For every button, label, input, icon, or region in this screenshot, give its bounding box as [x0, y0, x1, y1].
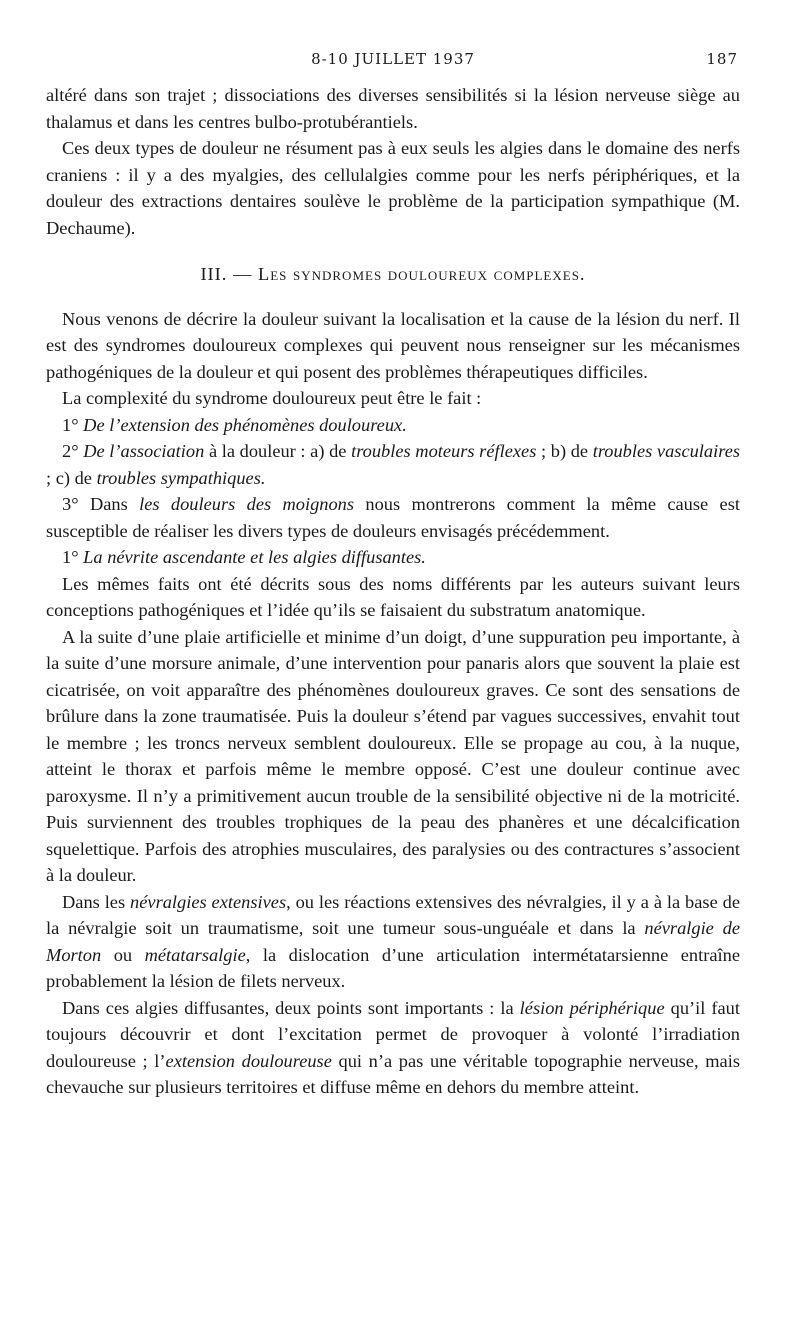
list-item-2: [46, 438, 740, 491]
paragraph-7: [46, 889, 740, 995]
text-run: , la dislocation d’une articulation intermétatarsienne entraîne probablement la lésion de filets nerveux.: [46, 944, 740, 991]
text-run: Dans: [89, 494, 128, 514]
emphasis-text: métatarsalgie: [144, 944, 246, 965]
emphasis-text: troubles vasculaires: [592, 441, 741, 461]
text-run: , ou les réactions extensives des névralgies, il y a à la base de la névralgie soit un traumatisme, soit une tumeur sous-unguéale et dans la: [46, 891, 741, 938]
body-text: [46, 82, 740, 1101]
paragraph-2: Ces deux types de douleur ne résument pas à eux seuls les algies dans le domaine des nerfs craniens : il y a des myalgies, des cellulalgies comme pour les nerfs périphériques, et la douleur des extractions dentaires soulève le problème de la participation sympathique (M. Dechaume).: [46, 138, 740, 238]
emphasis-text: névralgie de Morton: [46, 918, 740, 965]
page-header: [48, 50, 738, 74]
page-number: 187: [706, 50, 738, 68]
emphasis-text: La névrite ascendante et les algies diffusantes.: [83, 547, 426, 567]
text-run: à la douleur : a) de: [208, 441, 347, 461]
emphasis-text: les douleurs des moignons: [139, 494, 355, 514]
text-run: qu’il faut toujours découvrir et dont l’excitation permet de provoquer à volonté l’irradiation douloureuse ; l’: [46, 997, 740, 1071]
paragraph-4: La complexité du syndrome douloureux peut être le fait :: [62, 388, 482, 408]
paragraph-8: [46, 995, 740, 1101]
text-run: Dans ces algies diffusantes, deux points sont importants : la: [62, 997, 514, 1018]
emphasis-text: troubles sympathiques.: [96, 467, 266, 488]
list-item-number: 2°: [62, 441, 79, 461]
text-run: ; b) de: [541, 441, 589, 461]
paragraph-1: altéré dans son trajet ; dissociations des diverses sensibilités si la lésion nerveuse siège au thalamus et dans les centres bulbo-protubérantiels.: [46, 85, 740, 132]
text-run: Dans les: [62, 891, 126, 912]
running-head: 8-10 JUILLET 1937: [311, 50, 475, 68]
list-item-number: 1°: [62, 414, 79, 435]
emphasis-text: extension douloureuse: [165, 1050, 332, 1071]
emphasis-text: De l’association: [83, 441, 205, 461]
text-run: ; c) de: [46, 467, 92, 488]
emphasis-text: troubles moteurs réflexes: [351, 441, 537, 461]
list-item-number: 1°: [62, 547, 79, 567]
text-run: nous montrerons comment la même cause est susceptible de réaliser les divers types de douleurs envisagés précédemment.: [46, 494, 740, 541]
list-item-number: 3°: [62, 494, 79, 514]
section-heading: III. — Les syndromes douloureux complexes.: [200, 264, 586, 284]
emphasis-text: De l’extension des phénomènes douloureux.: [83, 414, 407, 435]
text-run: ou: [113, 944, 133, 965]
list-item-1: [46, 412, 740, 439]
subsection-title: [46, 544, 740, 571]
text-run: qui n’a pas une véritable topographie nerveuse, mais chevauche sur plusieurs territoires et diffuse même en dehors du membre atteint.: [46, 1050, 740, 1097]
list-item-3: [46, 491, 740, 544]
emphasis-text: lésion périphérique: [519, 997, 665, 1018]
paragraph-5: Les mêmes faits ont été décrits sous des noms différents par les auteurs suivant leurs conceptions pathogéniques et l’idée qu’ils se faisaient du substratum anatomique.: [46, 573, 740, 620]
emphasis-text: névralgies extensives: [130, 891, 287, 912]
paragraph-6: A la suite d’une plaie artificielle et minime d’un doigt, d’une suppuration peu importante, à la suite d’une morsure animale, d’une intervention pour panaris alors que souvent la plaie est cicatrisée, on voit apparaître des phénomènes douloureux graves. Ce sont des sensations de brûlure dans la zone traumatisée. Puis la douleur s’étend par vagues successives, envahit tout le membre ; les troncs nerveux semblent douloureux. Elle se propage au cou, à la nuque, atteint le thorax et parfois même le membre opposé. C’est une douleur continue avec paroxysme. Il n’y a primitivement aucun trouble de la sensibilité objective ni de la motricité. Puis surviennent des troubles trophiques de la peau des phanères et une décalcification squelettique. Parfois des atrophies musculaires, des paralysies ou des contractures s’associent à la douleur.: [46, 626, 740, 885]
paragraph-3: Nous venons de décrire la douleur suivant la localisation et la cause de la lésion du nerf. Il est des syndromes douloureux complexes qui peuvent nous renseigner sur les mécanismes pathogéniques de la douleur et qui posent des problèmes thérapeutiques difficiles.: [46, 308, 740, 382]
